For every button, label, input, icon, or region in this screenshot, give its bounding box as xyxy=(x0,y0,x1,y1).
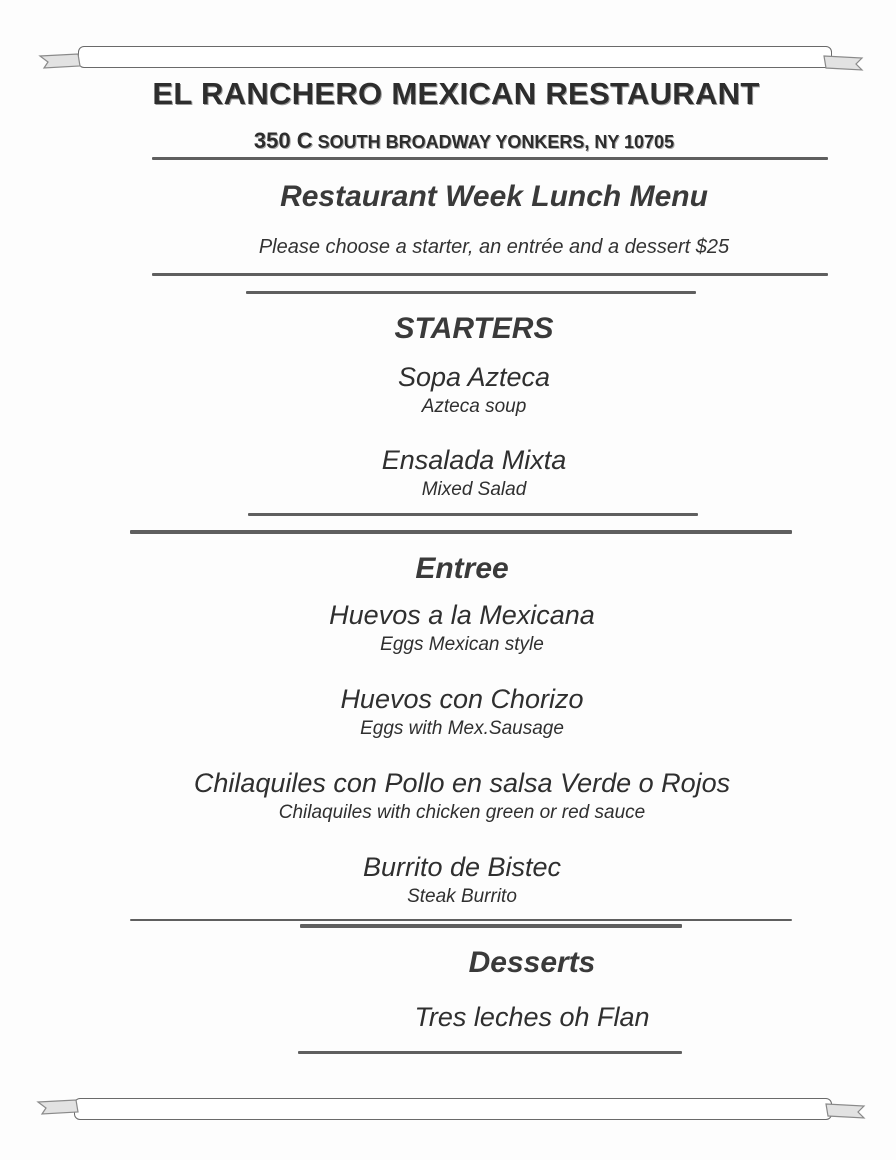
desserts-heading: Desserts xyxy=(468,946,596,979)
divider-rule xyxy=(130,530,792,534)
entree-item-name: Huevos con Chorizo xyxy=(340,684,584,714)
divider-rule xyxy=(246,291,696,294)
bottom-scroll-banner xyxy=(74,1098,832,1120)
entree-heading: Entree xyxy=(415,552,509,585)
starter-item-name: Sopa Azteca xyxy=(397,362,551,392)
scroll-right-end-icon xyxy=(822,52,866,74)
restaurant-name: EL RANCHERO MEXICAN RESTAURANT xyxy=(152,76,760,111)
entree-item-name: Chilaquiles con Pollo en salsa Verde o Rojos xyxy=(193,768,731,798)
address-street: SOUTH BROADWAY YONKERS, NY 10705 xyxy=(312,132,675,152)
dessert-item-name: Tres leches oh Flan xyxy=(414,1002,650,1032)
entree-item-name: Burrito de Bistec xyxy=(362,852,562,882)
entree-item-desc: Chilaquiles with chicken green or red sauce xyxy=(278,802,646,823)
divider-rule xyxy=(152,157,828,160)
top-scroll-banner xyxy=(78,46,832,68)
address-number: 350 C xyxy=(253,128,313,153)
entree-item-name: Huevos a la Mexicana xyxy=(329,600,595,630)
divider-rule xyxy=(300,924,682,928)
scroll-left-end-icon xyxy=(36,1096,80,1118)
menu-heading: Restaurant Week Lunch Menu xyxy=(280,180,708,213)
restaurant-address xyxy=(16,128,896,154)
starters-heading: STARTERS xyxy=(394,312,554,345)
entree-item-desc: Eggs with Mex.Sausage xyxy=(360,718,564,739)
entree-item-desc: Steak Burrito xyxy=(407,886,517,907)
scroll-left-end-icon xyxy=(38,50,82,72)
starter-item-desc: Mixed Salad xyxy=(421,479,527,500)
divider-rule xyxy=(248,513,698,516)
starter-item-desc: Azteca soup xyxy=(421,396,527,417)
entree-item-desc: Eggs Mexican style xyxy=(380,634,544,655)
scroll-right-end-icon xyxy=(824,1100,868,1122)
divider-rule xyxy=(298,1051,682,1054)
starter-item-name: Ensalada Mixta xyxy=(381,445,567,475)
divider-rule xyxy=(152,273,828,276)
menu-intro: Please choose a starter, an entrée and a dessert $25 xyxy=(258,236,730,258)
divider-rule xyxy=(130,919,792,921)
